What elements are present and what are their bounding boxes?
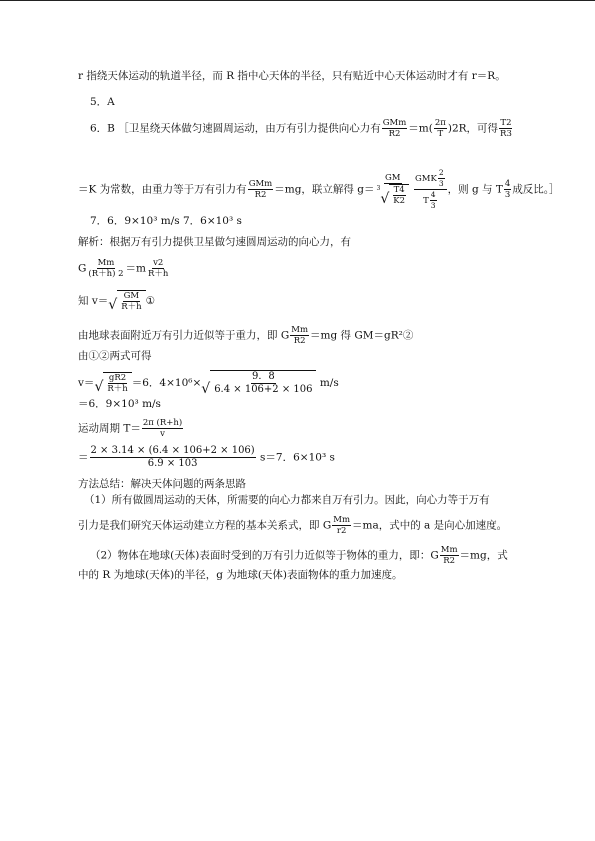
equation-velocity: 知 v＝ √ GM R＋h ① (78, 291, 155, 313)
fraction: $\frac{Mm}{R2}$ (291, 325, 308, 346)
compound-fraction-2: GMK $\frac{2}{3}$ T $\frac{4}{3}$ (414, 168, 447, 211)
method-summary-title: 方法总结：解决天体问题的两条思路 (78, 478, 246, 490)
text-line-1: r 指绕天体运动的轨道半径，而 R 指中心天体的半径，只有贴近中心天体运动时才有 r＝R。 (78, 70, 506, 82)
method-point-2-cont: 中的 R 为地球(天体)的半径，g 为地球(天体)表面物体的重力加速度。 (78, 569, 403, 581)
answer-7: 7．6．9×10³ m/s 7．6×10³ s (90, 215, 242, 227)
fraction: $\frac{Mm}{r2}$ (333, 515, 350, 536)
fraction: $\frac{2\pi}{T}$ (434, 118, 446, 139)
equation-gravity-surface: 由地球表面附近万有引力近似等于重力，即 G $\frac{Mm}{R2}$ ＝mg 得 GM＝gR²② (78, 325, 414, 346)
fraction: $\frac{Mm}{R2}$ (440, 545, 458, 566)
answer-6-line-1: 6．B ［卫星绕天体做匀速圆周运动，由万有引力提供向心力有 GMm R2 ＝m( $\frac{2\pi}{T}$ )2R，可得 $\frac{T2}{R3}$ (90, 118, 512, 139)
method-point-1-cont: 引力是我们研究天体运动建立方程的基本关系式，即 G $\frac{Mm}{r2}$ ＝ma，式中的 a 是向心加速度。 (78, 515, 508, 536)
fraction: $\frac{2\pi (R+h)}{v}$ (142, 418, 183, 439)
answer-6-line-2: ＝K 为常数，由重力等于万有引力有 GMm R2 ＝mg，联立解得 g＝ GM $^3$ √ T4 K2 GMK $\frac{2}{3}$ T $\frac{4}{3}$ ，则 g 与 T $\frac{4}{3}$ 成反比。］ (78, 168, 560, 210)
fraction: GMm R2 (248, 179, 273, 200)
method-point-2: （2）物体在地球(天体)表面时受到的万有引力近似等于物体的重力，即：G $\frac{Mm}{R2}$ ＝mg，式 (90, 545, 508, 566)
fraction: $\frac{v2}{R+h}$ (147, 258, 169, 279)
answer-5: 5．A (90, 96, 115, 108)
exponent-fraction: $\frac{4}{3}$ (504, 179, 511, 200)
fraction: $\frac{T2}{R3}$ (500, 118, 512, 139)
compound-fraction: GM $^3$ √ T4 K2 (376, 173, 411, 206)
fraction: $\frac{Mm}{(R+h) 2}$ (88, 258, 124, 279)
equation-period-value: ＝ $\frac{2 \times 3.14 \times (6.4 \times 106+2 \times 106)}{6.9 \times 103}$ s＝7．6×10³ s (78, 445, 335, 469)
velocity-result: ＝6．9×10³ m/s (78, 398, 161, 410)
square-root: √ 9．8 6.4 × 106+2 × 106 (201, 370, 316, 396)
equation-centripetal: G $\frac{Mm}{(R+h) 2}$ ＝m $\frac{v2}{R+h}$ (78, 258, 169, 279)
square-root: √ GM R＋h (108, 290, 145, 312)
fraction: GMm R2 (382, 118, 407, 139)
equation-velocity-value: v＝ √ gR2 R＋h ＝6．4×10⁶× √ 9．8 6.4 × 106+2 × 106 m/s (78, 371, 339, 397)
header-rule (0, 0, 595, 1)
square-root: √ gR2 R＋h (94, 372, 131, 394)
analysis-intro: 解析：根据万有引力提供卫星做匀速圆周运动的向心力，有 (78, 236, 351, 248)
method-point-1: （1）所有做圆周运动的天体，所需要的向心力都来自万有引力。因此，向心力等于万有 (84, 494, 490, 506)
derivation-note: 由①②两式可得 (78, 350, 152, 362)
fraction: $\frac{2 \times 3.14 \times (6.4 \times 106+2 \times 106)}{6.9 \times 103}$ (90, 445, 255, 469)
equation-period: 运动周期 T＝ $\frac{2\pi (R+h)}{v}$ (78, 418, 183, 439)
cube-root: √ T4 K2 (380, 184, 409, 206)
